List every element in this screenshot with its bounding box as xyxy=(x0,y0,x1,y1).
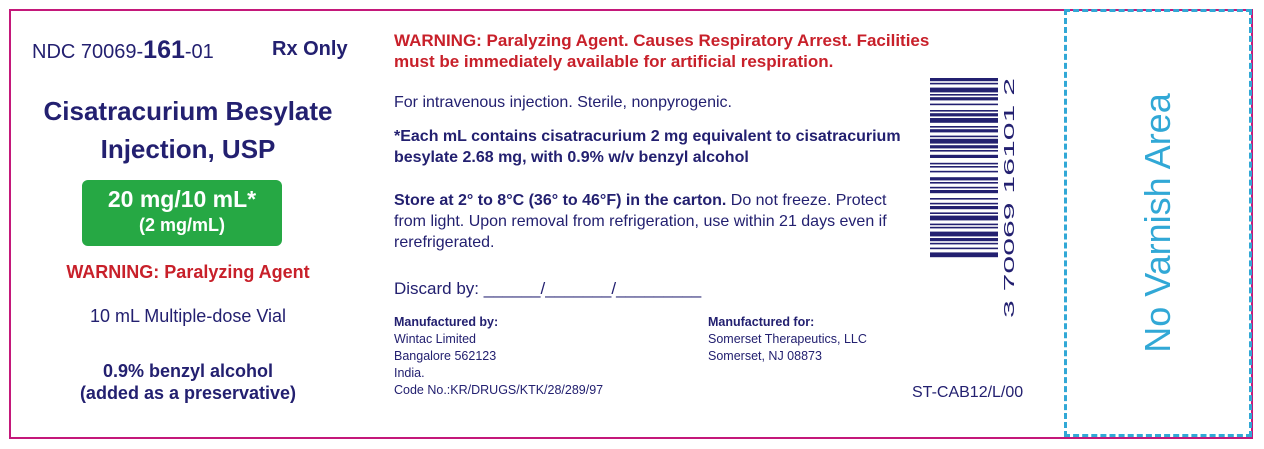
barcode-bar xyxy=(930,139,998,144)
barcode-bar xyxy=(930,155,998,158)
barcode-bar xyxy=(930,216,998,221)
barcode-bar xyxy=(930,83,998,85)
storage-text: Store at 2° to 8°C (36° to 46°F) in the carton. Do not freeze. Protect from light. Upon removal from refrigeration, use within 21 days even if rerefrigerated. xyxy=(394,192,887,251)
contents-text: *Each mL contains cisatracurium 2 mg equivalent to cisatracurium besylate 2.68 mg, with 0.9% w/v benzyl alcohol xyxy=(394,128,901,166)
strength-badge xyxy=(82,180,282,246)
barcode-bar xyxy=(930,88,998,93)
barcode-bar xyxy=(930,126,998,128)
barcode-bar xyxy=(930,118,998,123)
barcode-bar xyxy=(930,150,998,152)
barcode-bar xyxy=(930,97,998,100)
barcode-digits: 3 70069 16101 2 xyxy=(1001,205,1018,318)
barcode-bar xyxy=(930,110,998,112)
barcode-bar xyxy=(930,136,998,138)
barcode-bar xyxy=(930,94,998,96)
manufactured-for: Manufactured for: Somerset Therapeutics, LLC Somerset, NJ 08873 xyxy=(708,315,867,363)
barcode-bar xyxy=(930,212,998,214)
barcode-bar xyxy=(930,198,998,200)
manufactured-by: Manufactured by: Wintac Limited Bangalore 562123 India. Code No.:KR/DRUGS/KTK/28/289/97 xyxy=(394,315,604,397)
left-panel xyxy=(12,12,364,437)
warning-long: WARNING: Paralyzing Agent. Causes Respiratory Arrest. Facilities must be immediately available for artificial respiration. xyxy=(394,31,930,71)
strength-main: 20 mg/10 mL* xyxy=(107,186,257,212)
rx-only: Rx Only xyxy=(272,38,348,60)
barcode-bar xyxy=(930,232,998,237)
barcode-bar xyxy=(930,187,998,189)
barcode-bar xyxy=(930,177,998,180)
barcode-bar xyxy=(930,145,998,148)
barcode-bars xyxy=(930,78,998,257)
barcode-bar xyxy=(930,166,998,168)
ndc-product-code: 161 xyxy=(143,36,185,64)
barcode-bar xyxy=(930,190,998,193)
vial-description: 10 mL Multiple-dose Vial xyxy=(89,306,287,326)
barcode-bar xyxy=(930,182,998,184)
barcode xyxy=(930,78,1016,318)
warning-short: WARNING: Paralyzing Agent xyxy=(66,262,310,282)
drug-name-line1: Cisatracurium Besylate xyxy=(43,96,333,126)
barcode-bar xyxy=(930,78,998,81)
barcode-bar xyxy=(930,227,998,229)
barcode-bar xyxy=(930,171,998,173)
drug-name xyxy=(12,92,364,168)
barcode-bar xyxy=(930,248,998,250)
barcode-bar xyxy=(930,203,998,205)
barcode-bar xyxy=(930,113,998,116)
route-text: For intravenous injection. Sterile, nonpyrogenic. xyxy=(394,94,732,111)
barcode-bar xyxy=(930,163,998,165)
middle-panel xyxy=(394,30,934,397)
part-number: ST-CAB12/L/00 xyxy=(912,384,1024,401)
ndc-number: NDC 70069-161-01 xyxy=(32,36,214,64)
barcode-bar xyxy=(930,252,998,257)
barcode-bar xyxy=(930,129,998,132)
preservative-note: 0.9% benzyl alcohol (added as a preservative) xyxy=(79,361,297,403)
barcode-bar xyxy=(930,104,998,106)
drug-name-line2: Injection, USP xyxy=(100,134,276,164)
no-varnish-area xyxy=(1064,9,1252,437)
barcode-bar xyxy=(930,238,998,241)
barcode-bar xyxy=(930,224,998,226)
barcode-bar xyxy=(930,206,998,209)
discard-by: Discard by: ______/_______/_________ xyxy=(394,279,702,298)
no-varnish-text: No Varnish Area xyxy=(1137,93,1178,353)
barcode-bar xyxy=(930,243,998,245)
strength-sub: (2 mg/mL) xyxy=(138,215,225,235)
